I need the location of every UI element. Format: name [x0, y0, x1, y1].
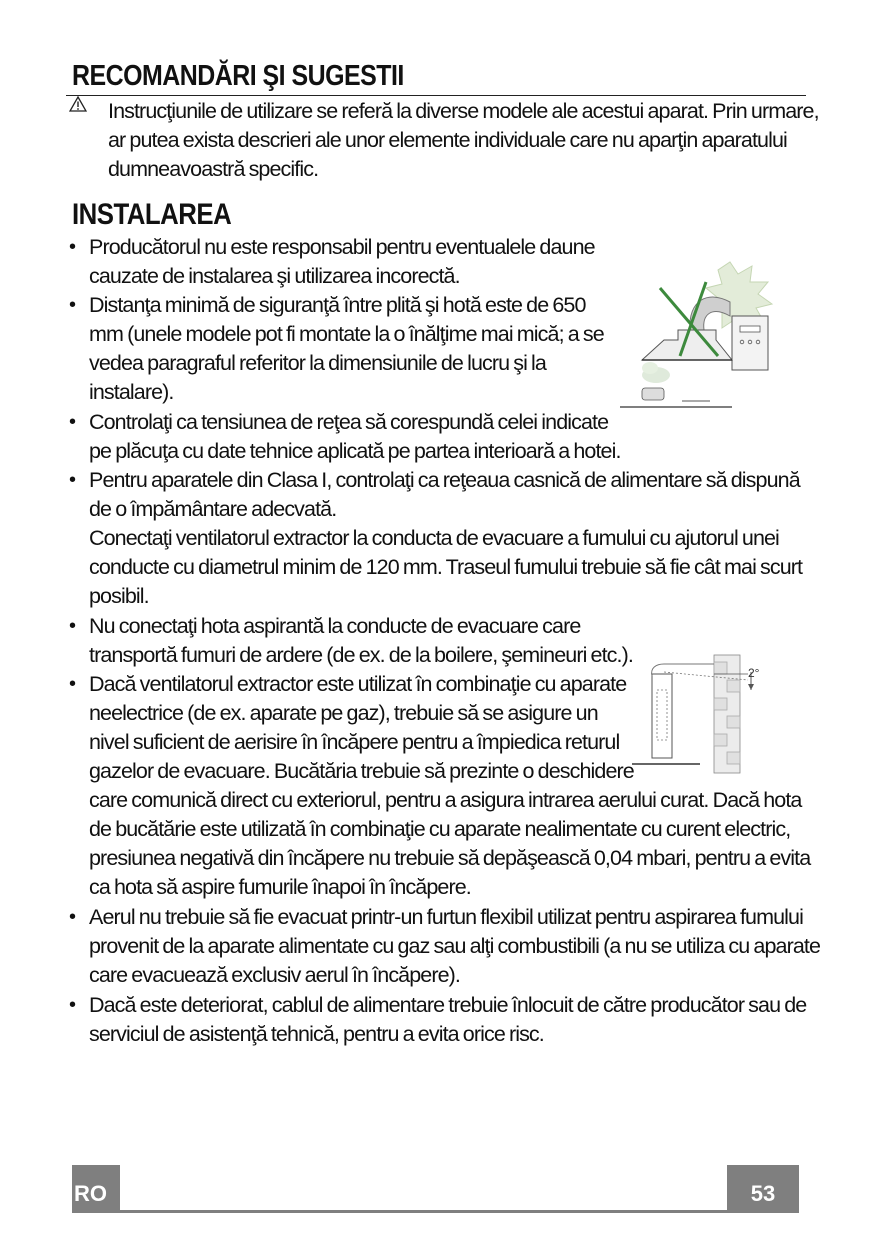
- bullet-line: transportă fumuri de ardere (de ex. de la boilere, şemineuri etc.).: [89, 643, 633, 667]
- bullet-line: care comunică direct cu exteriorul, pentru a asigura intrarea aerului curat. Dacă hota: [89, 788, 802, 812]
- bullet-line: instalare).: [89, 380, 174, 404]
- bullet-dot: •: [69, 469, 77, 491]
- bullet-dot: •: [69, 615, 77, 637]
- bullet-line: Producătorul nu este responsabil pentru eventualele daune: [89, 235, 595, 259]
- section-title-recommendations: RECOMANDĂRI ŞI SUGESTII: [72, 60, 404, 92]
- bullet-dot: •: [69, 294, 77, 316]
- bullet-line: conducte cu diametrul minim de 120 mm. Traseul fumului trebuie să fie cât mai scurt: [89, 555, 803, 579]
- bullet-line: ca hota să aspire fumurile înapoi în încăpere.: [89, 875, 471, 899]
- bullet-dot: •: [69, 994, 77, 1016]
- section-title-installation: INSTALAREA: [72, 198, 232, 231]
- note-line: Instrucţiunile de utilizare se referă la diverse modele ale acestui aparat. Prin urmare,: [108, 99, 819, 123]
- bullet-line: mm (unele modele pot fi montate la o înălţime mai mică; a se: [89, 322, 604, 346]
- bullet-line: Dacă este deteriorat, cablul de alimentare trebuie înlocuit de către producător sau de: [89, 993, 807, 1017]
- angle-label: 2°: [748, 666, 760, 680]
- note-line: dumneavoastră specific.: [108, 157, 319, 181]
- bullet-line: Aerul nu trebuie să fie evacuat printr-un furtun flexibil utilizat pentru aspirarea fumului: [89, 905, 803, 929]
- bullet-line: care evacuează exclusiv aerul în încăpere).: [89, 963, 460, 987]
- bullet-line: Conectaţi ventilatorul extractor la conducta de evacuare a fumului cu ajutorul unei: [89, 526, 779, 550]
- bullet-dot: •: [69, 236, 77, 258]
- bullet-line: de bucătărie este utilizată în combinaţie cu aparate nealimentate cu curent electric,: [89, 817, 791, 841]
- bullet-line: presiunea negativă din încăpere nu trebuie să depăşească 0,04 mbari, pentru a evita: [89, 846, 811, 870]
- note-line: ar putea exista descrieri ale unor elemente individuale care nu aparţin aparatului: [108, 128, 787, 152]
- warning-icon: [69, 96, 87, 112]
- bullet-line: vedea paragraful referitor la dimensiunile de lucru şi la: [89, 351, 546, 375]
- bullet-line: Pentru aparatele din Clasa I, controlaţi ca reţeaua casnică de alimentare să dispună: [89, 468, 800, 492]
- bullet-line: Nu conectaţi hota aspirantă la conducte de evacuare care: [89, 614, 581, 638]
- page-number: 53: [727, 1165, 799, 1213]
- bullet-line: gazelor de evacuare. Bucătăria trebuie să prezinte o deschidere: [89, 759, 634, 783]
- bullet-line: neelectrice (de ex. aparate pe gaz), trebuie să se asigure un: [89, 701, 598, 725]
- bullet-dot: •: [69, 673, 77, 695]
- bullet-line: de o împământare adecvată.: [89, 497, 337, 521]
- bullet-line: pe plăcuţa cu date tehnice aplicată pe partea interioară a hotei.: [89, 439, 621, 463]
- bullet-line: posibil.: [89, 584, 149, 608]
- bullet-dot: •: [69, 411, 77, 433]
- hood-flexible-hose-illustration: [620, 260, 795, 410]
- bullet-line: nivel suficient de aerisire în încăpere pentru a împiedica returul: [89, 730, 620, 754]
- bullet-line: Controlaţi ca tensiunea de reţea să corespundă celei indicate: [89, 410, 609, 434]
- duct-slope-illustration: [630, 650, 775, 775]
- bullet-line: Distanţa minimă de siguranţă între plită şi hotă este de 650: [89, 293, 586, 317]
- footer-rule: [120, 1210, 727, 1213]
- bullet-line: cauzate de instalarea şi utilizarea incorectă.: [89, 264, 460, 288]
- bullet-line: serviciul de asistenţă tehnică, pentru a evita orice risc.: [89, 1022, 544, 1046]
- bullet-dot: •: [69, 906, 77, 928]
- bullet-line: provenit de la aparate alimentate cu gaz sau alţi combustibili (a nu se utiliza cu aparate: [89, 934, 821, 958]
- title-underline: [66, 95, 806, 96]
- bullet-line: Dacă ventilatorul extractor este utilizat în combinaţie cu aparate: [89, 672, 627, 696]
- language-badge: RO: [72, 1165, 120, 1213]
